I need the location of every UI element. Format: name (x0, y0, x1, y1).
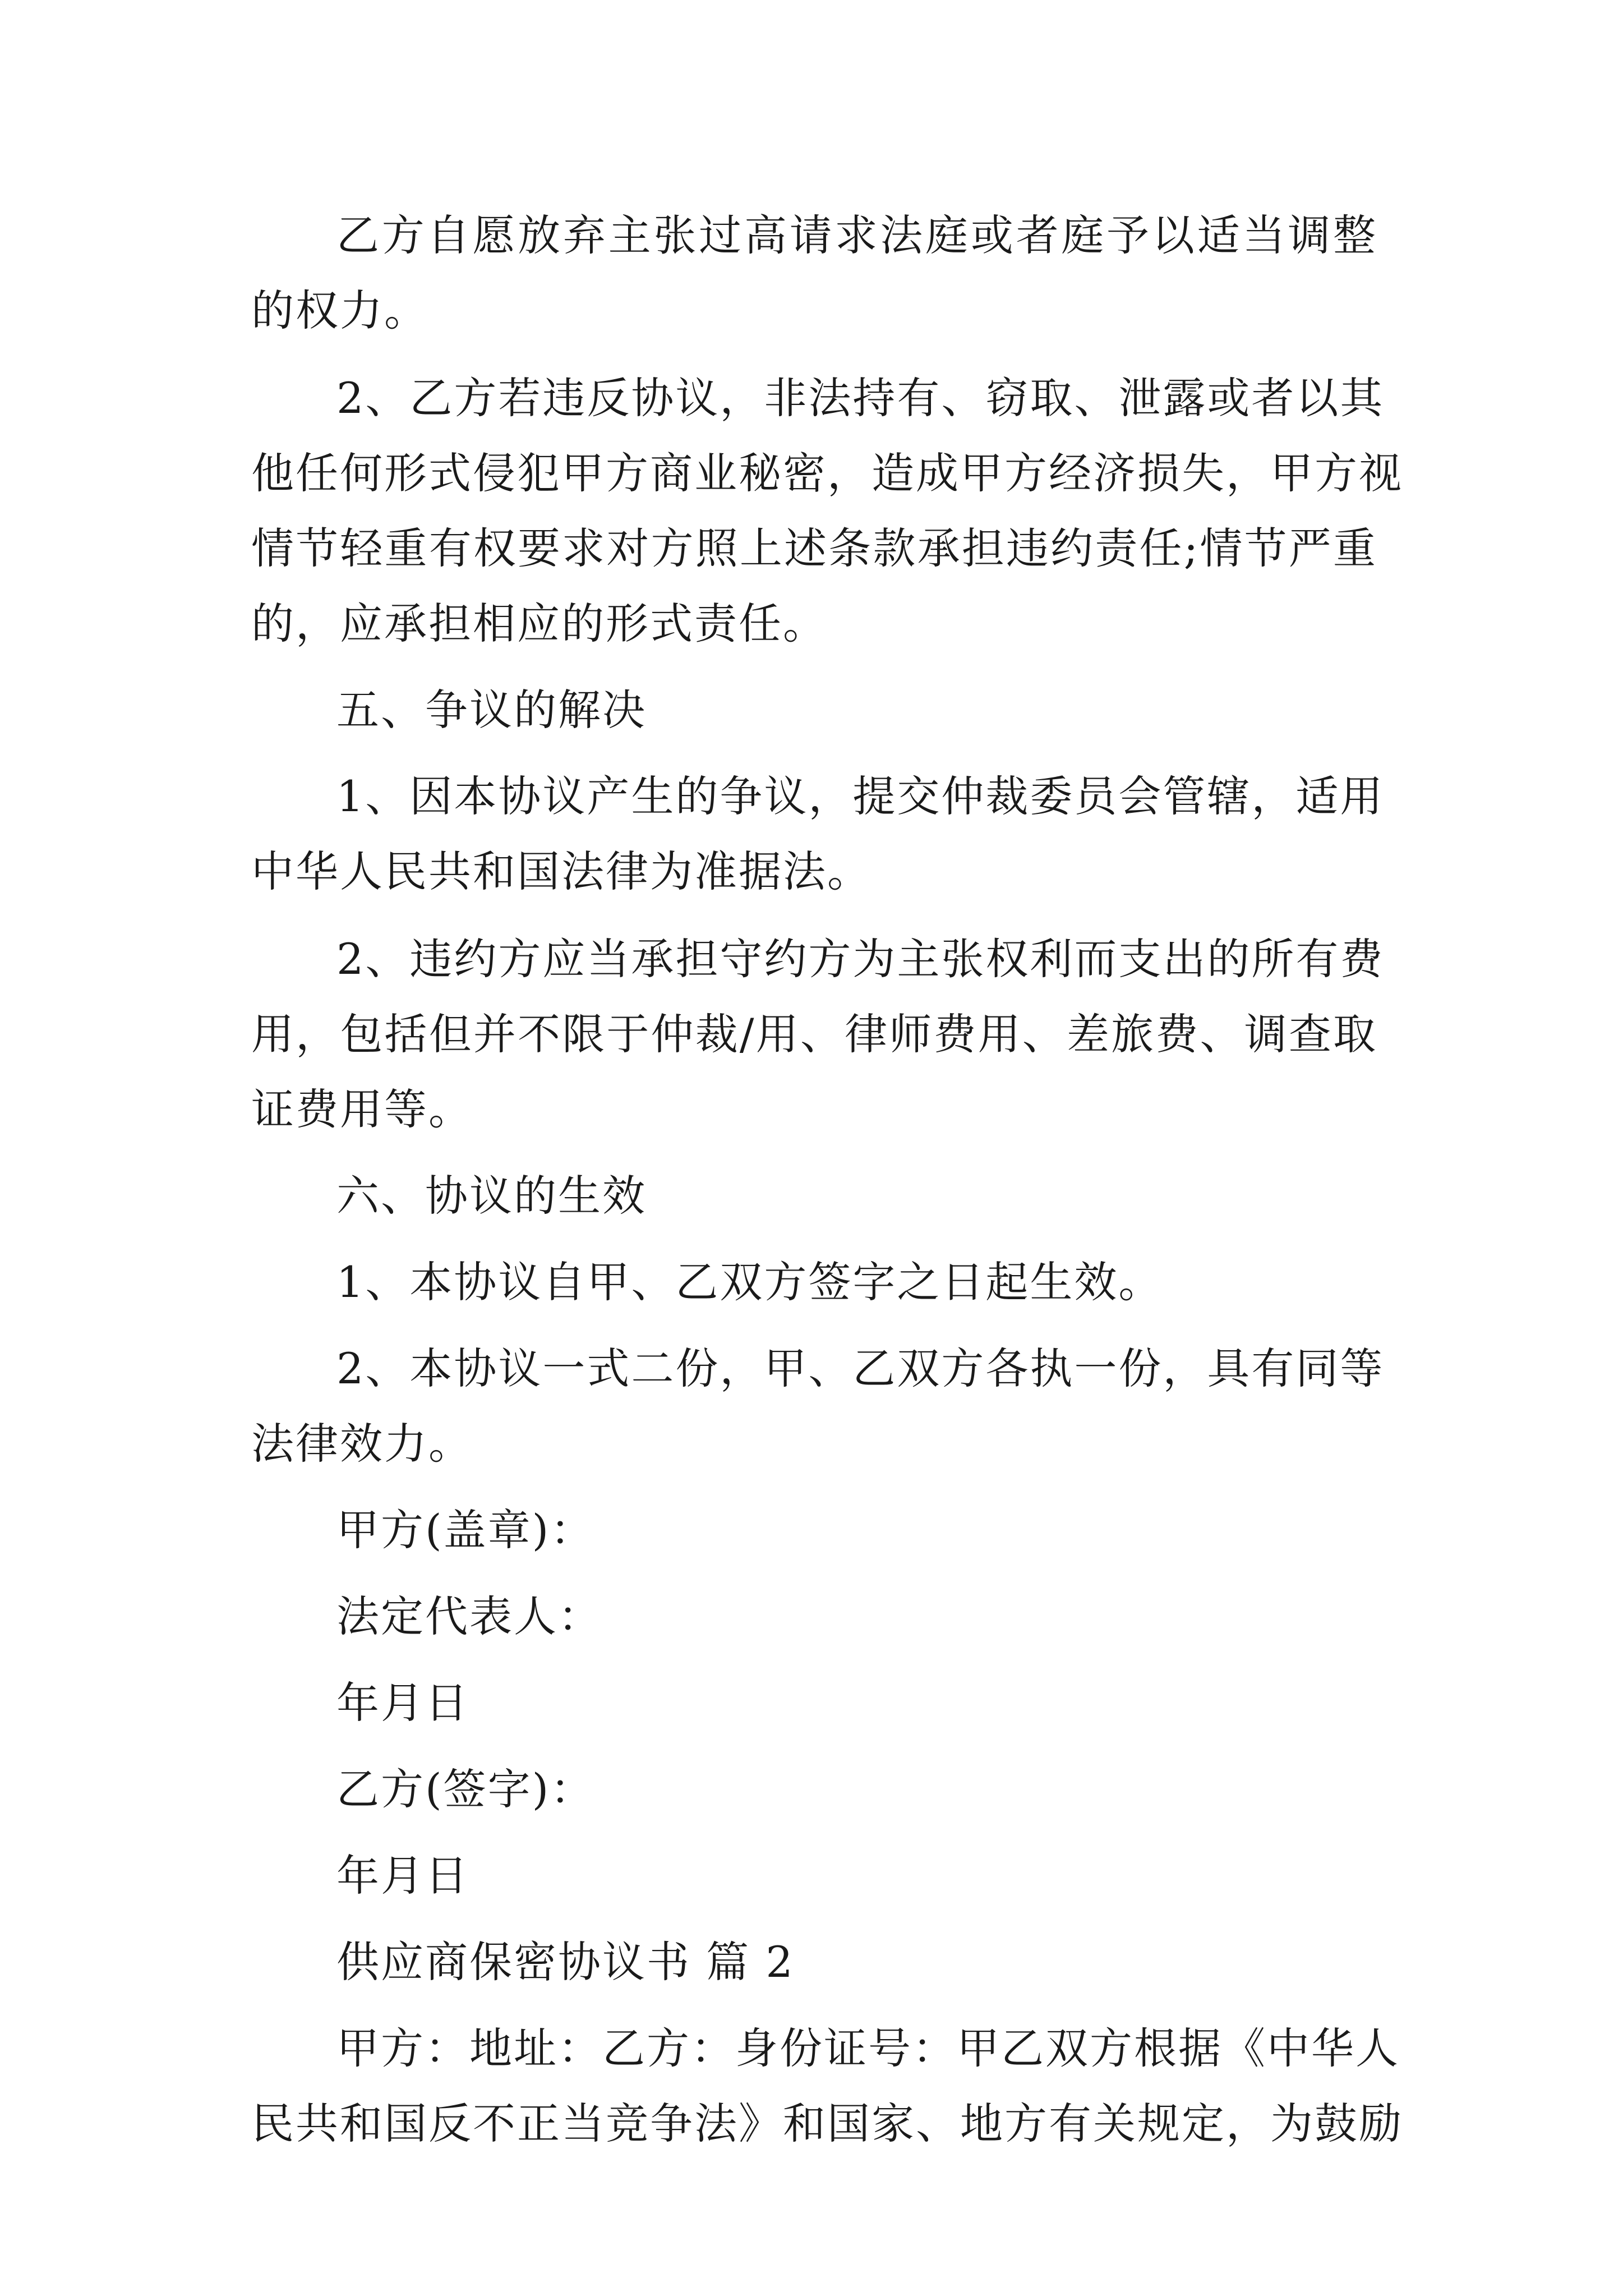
paragraph-line: 乙方自愿放弃主张过高请求法庭或者庭予以适当调整 (336, 210, 1377, 260)
section-heading: 五、争议的解决 (336, 685, 647, 735)
signature-date-label: 年月日 (336, 1678, 469, 1728)
paragraph-line: 1、本协议自甲、乙双方签字之日起生效。 (336, 1257, 1163, 1307)
section-heading: 六、协议的生效 (336, 1171, 647, 1221)
signature-label-party-b: 乙方(签字)： (336, 1764, 595, 1814)
paragraph-line: 他任何形式侵犯甲方商业秘密，造成甲方经济损失，甲方视 (251, 448, 1403, 498)
paragraph-line: 民共和国反不正当竞争法》和国家、地方有关规定，为鼓励 (251, 2099, 1403, 2148)
document-section-title: 供应商保密协议书 篇 2 (336, 1937, 795, 1987)
paragraph-line: 的权力。 (251, 286, 428, 335)
paragraph-line: 中华人民共和国法律为准据法。 (251, 846, 872, 896)
paragraph-line: 甲方：地址：乙方：身份证号：甲乙双方根据《中华人 (336, 2023, 1400, 2073)
paragraph-line: 证费用等。 (251, 1084, 473, 1134)
signature-label-legal-representative: 法定代表人： (336, 1591, 602, 1641)
paragraph-line: 1、因本协议产生的争议，提交仲裁委员会管辖，适用 (336, 771, 1385, 821)
paragraph-line: 法律效力。 (251, 1419, 473, 1469)
paragraph-line: 的，应承担相应的形式责任。 (251, 599, 827, 648)
paragraph-line: 2、违约方应当承担守约方为主张权利而支出的所有费 (336, 934, 1385, 984)
paragraph-line: 用，包括但并不限于仲裁/用、律师费用、差旅费、调查取 (251, 1009, 1377, 1059)
signature-label-party-a: 甲方(盖章)： (336, 1505, 595, 1555)
paragraph-line: 2、本协议一式二份，甲、乙双方各执一份，具有同等 (336, 1343, 1385, 1393)
paragraph-line: 2、乙方若违反协议，非法持有、窃取、泄露或者以其 (336, 373, 1385, 423)
signature-date-label: 年月日 (336, 1851, 469, 1901)
paragraph-line: 情节轻重有权要求对方照上述条款承担违约责任;情节严重 (251, 523, 1377, 573)
